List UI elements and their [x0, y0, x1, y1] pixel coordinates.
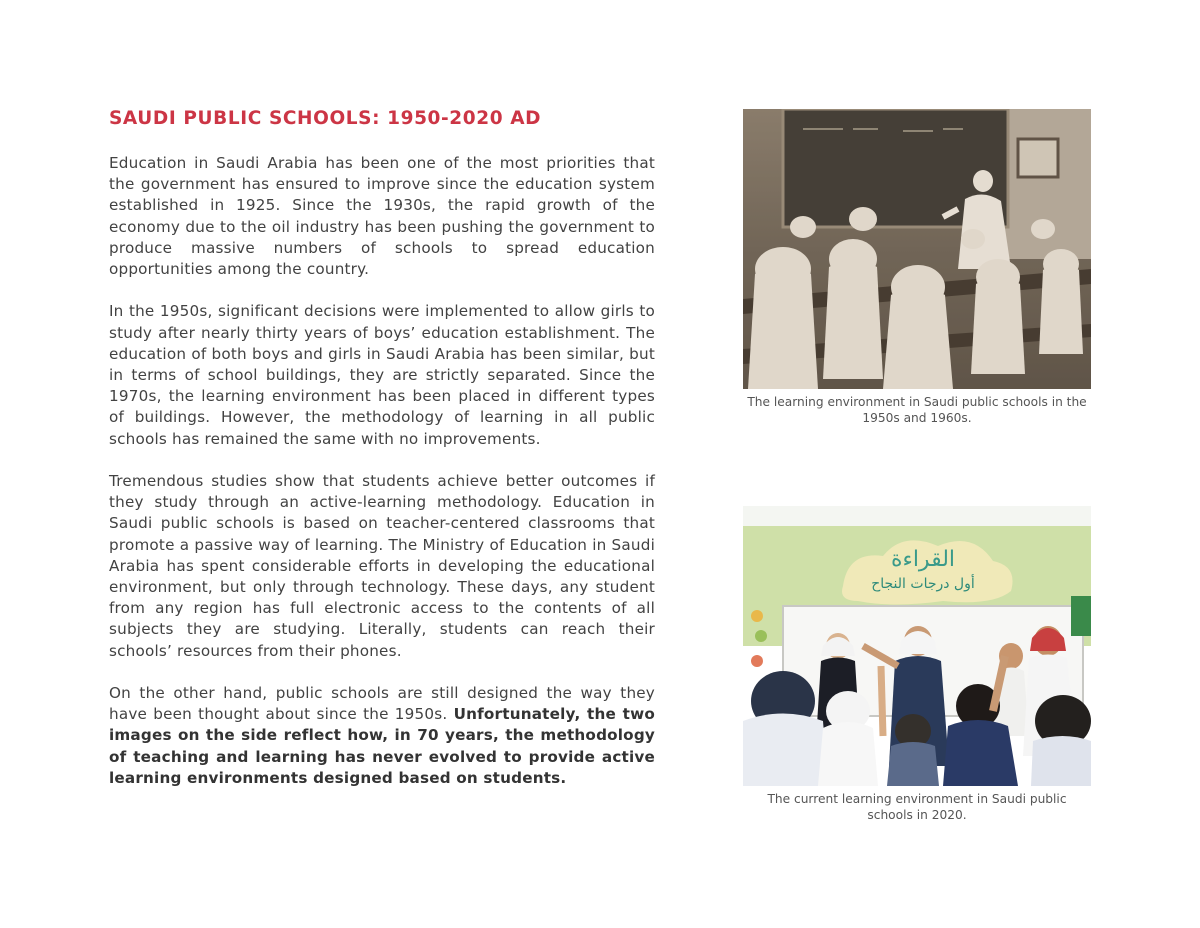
- paragraph-1: Education in Saudi Arabia has been one of the most priorities that the government has ensured to improve since the education system established in 1925. Since the 1930s, the rapid growth of the economy due to the oil industry has been pushing the government to produce massive numbers of schools to spread education opportunities among the country.: [109, 154, 655, 279]
- figure-2-caption: The current learning environment in Saudi public schools in 2020.: [767, 792, 1067, 822]
- figure-1-caption: The learning environment in Saudi public schools in the 1950s and 1960s.: [747, 395, 1087, 425]
- paragraph-4: [109, 683, 655, 789]
- paragraph-2: In the 1950s, significant decisions were implemented to allow girls to study after nearly thirty years of boys’ education establishment. The education of both boys and girls in Saudi Arabia has been similar, but in terms of school buildings, they are strictly separated. Since the 1970s, the learning environment has been placed in different types of buildings. However, the methodology of learning in all public schools has remained the same with no improvements.: [109, 302, 655, 448]
- paragraph-3: Tremendous studies show that students achieve better outcomes if they study through an active-learning methodology. Education in Saudi public schools is based on teacher-centered classrooms that promote a passive way of learning. The Ministry of Education in Saudi Arabia has spent considerable efforts in developing the educational environment, but only through technology. These days, any student from any region has full electronic access to the contents of all subjects they are studying. Literally, students can reach their schools’ resources from their phones.: [109, 472, 655, 660]
- page-title: SAUDI PUBLIC SCHOOLS: 1950-2020 AD: [109, 108, 542, 129]
- wall-text-reading: القراءة: [890, 547, 956, 572]
- article-body: [109, 153, 655, 810]
- figure-modern-classroom: [743, 506, 1091, 823]
- paragraph-4-bold: Unfortunately, the two images on the side reflect how, in 70 years, the methodology of teaching and learning has never evolved to provide active learning environments designed based on students.: [109, 705, 655, 787]
- wall-text-success: أول درجات النجاح: [871, 576, 975, 592]
- historical-classroom-photo: [743, 109, 1091, 389]
- modern-classroom-photo: [743, 506, 1091, 786]
- figure-historical-classroom: [743, 109, 1091, 426]
- paragraph-4-normal: On the other hand, public schools are still designed the way they have been thought about since the 1950s.: [109, 684, 655, 724]
